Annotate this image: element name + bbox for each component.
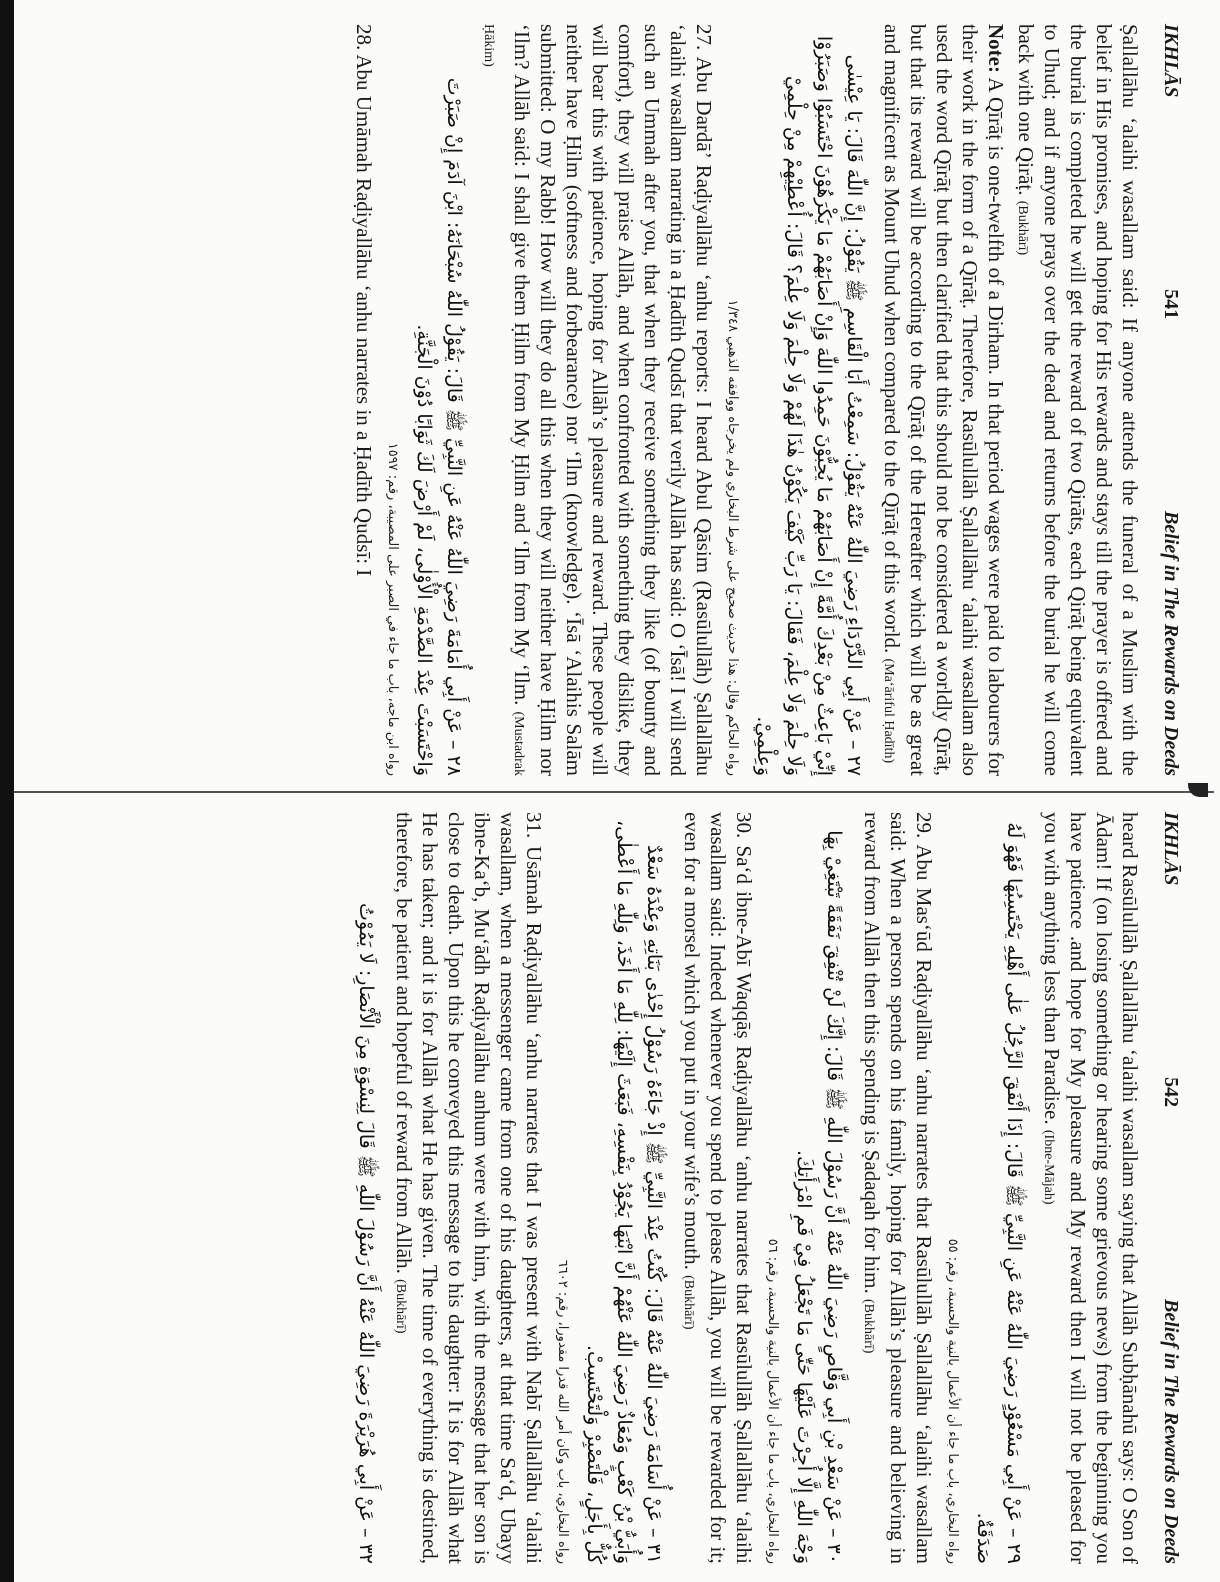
page-number: 542 <box>1160 1077 1182 1108</box>
arabic-hadith-27: ٢٧ – عَنْ أَبِي الدَّرْدَاءِ رَضِيَ اللّٰهُ عَنْهُ يَقُوْلُ: سَمِعْتُ أَبَا الْقَاسِمِ ﷺ يَقُوْلُ: إِنَّ اللّٰهَ قَالَ: يَا عِيْسٰى إِنِّيْ بَاعِثٌ مِنْ بَعْدِكَ أُمَّةً إِنْ أَصَابَهُمْ مَا يُحِبُّوْنَ حَمِدُوا اللّٰهَ وَإِنْ أَصَابَهُمْ مَا يَكْرَهُوْنَ احْتَسَبُوْا وَصَبَرُوْا وَلَا حِلْمَ وَلَا عِلْمَ، فَقَالَ: يَا رَبِّ كَيْفَ يَكُوْنُ هٰذَا لَهُمْ وَلَا حِلْمَ وَلَا عِلْمَ؟ قَالَ: أُعْطِيْهِمْ مِنْ حِلْمِيْ وَعِلْمِيْ. <box>753 35 865 776</box>
note-paragraph: Note: A Qīrāṭ is one-twelfth of a Dirham. In that period wages were paid to labourers for their work in the form of a Qīrāṭ. Therefore, Rasūlullāh Ṣallallāhu ‘alaihi wasallam also used the word Qīrāṭ but then clarified that this should not be considered a worldly Qīrāṭ, but that its reward will be according to the Qīrāṭ of the Hereafter which will be as great and magnificent as Mount Uhud when compared to the Qīrāṭ of this world. (Ma‘āriful Ḥadīth) <box>880 24 1008 776</box>
running-header <box>1159 812 1182 1564</box>
page-541 <box>38 20 1188 780</box>
hadith-29-translation: 29. Abu Mas‘ūd Raḍiyallāhu ‘anhu narrates that Rasūlullāh Ṣallallāhu ‘alaihi wasallam said: When a person spends on his family, hoping for Allāh’s pleasure and believing in reward from Allāh then this spending is Ṣadaqah for him. (Bukhārī) <box>860 812 936 1564</box>
hadith-30-translation: 30. Sa‘d ibne-Abī Waqqāṣ Raḍiyallāhu ‘anhu narrates that Rasūlullāh Ṣallallāhu ‘alaihi wasallam said: Indeed whenever you spend to please Allāh, you will be rewarded for it; even for a morsel which you put in your wife’s mouth. (Bukhārī) <box>680 812 756 1564</box>
arabic-hadith-31: ٣١ – عَنْ أُسَامَةَ رَضِيَ اللّٰهُ عَنْهُ قَالَ: كُنْتُ عِنْدَ النَّبِيِّ ﷺ إِذْ جَاءَهُ رَسُوْلُ إِحْدٰى بَنَاتِهِ وَعِنْدَهُ سَعْدٌ وَأُبَيُّ بْنُ كَعْبٍ وَمُعَاذٌ رَضِيَ اللّٰهُ عَنْهُمْ أَنَّ ابْنَهَا يَجُوْدُ بِنَفْسِهِ، فَبَعَثَ إِلَيْهَا: لِلّٰهِ مَا أَخَذَ، وَلِلّٰهِ مَا أَعْطٰى، كُلٌّ بِأَجَلٍ، فَلْتَصْبِرْ وَلْتَحْتَسِبْ. <box>583 820 665 1564</box>
binding-edge <box>0 0 14 1582</box>
paragraph-continued: heard Rasūlullāh Ṣallallāhu ‘alaihi wasallam saying that Allāh Subḥānahū says: O Son of Ādam! If (on losing something or hearing some grievous news) from the beginning you have patience .and hope for My pleasure and My reward then I will not be pleased for you with anything less than Paradise. (Ibne-Mājah) <box>1040 812 1142 1564</box>
page-number: 541 <box>1160 289 1182 320</box>
arabic-hadith-28: ٢٨ – عَنْ أَبِي أُمَامَةَ رَضِيَ اللّٰهُ عَنْهُ عَنِ النَّبِيِّ ﷺ قَالَ: يَقُوْلُ اللّٰهُ سُبْحَانَهُ: ابْنَ آدَمَ إِنْ صَبَرْتَ وَاحْتَسَبْتَ عِنْدَ الصَّدْمَةِ الْأُوْلٰى، لَمْ أَرْضَ لَكَ ثَوَابًا دُوْنَ الْجَنَّةِ. <box>413 77 465 776</box>
page-542 <box>38 808 1188 1568</box>
arabic-source-29: رواه البخاري، باب ما جاء أن الأعمال بالنية والحسبة، رقم: ٥٥ <box>945 1238 960 1564</box>
hadith-28-translation: 28. Abu Umāmah Raḍiyallāhu ‘anhu narrates in a Ḥadīth Qudsī: I <box>352 24 376 577</box>
header-section: IKHLĀS <box>1160 24 1182 98</box>
arabic-hadith-29: ٢٩ – عَنْ أَبِي مَسْعُوْدٍ رَضِيَ اللّٰهُ عَنْهُ عَنِ النَّبِيِّ ﷺ قَالَ: إِذَا أَنْفَقَ الرَّجُلُ عَلٰى أَهْلِهِ يَحْتَسِبُهَا فَهُوَ لَهُ صَدَقَةٌ. <box>973 822 1025 1564</box>
arabic-source-27: رواه الحاكم وقال: هذا حديث صحيح على شرط البخاري ولم يخرجاه ووافقه الذهبي ١/٣٤٨ <box>725 299 740 776</box>
header-chapter: Belief in The Rewards on Deeds <box>1160 510 1182 776</box>
paragraph-continued: Ṣallallāhu ‘alaihi wasallam said: If anyone attends the funeral of a Muslim with the belief in His promises, and hoping for His rewards and stays till the prayer is offered and the burial is completed he will get the reward of two Qirāts, each Qirāṭ being equivalent to Uhud; and if anyone prays over the dead and returns before the burial he will come back with one Qirāṭ. (Bukhārī) <box>1014 24 1142 776</box>
arabic-hadith-30: ٣٠ – عَنْ سَعْدِ بْنِ أَبِي وَقَّاصٍ رَضِيَ اللّٰهُ عَنْهُ أَنَّ رَسُوْلَ اللّٰهِ ﷺ قَالَ: إِنَّكَ لَنْ تُنْفِقَ نَفَقَةً تَبْتَغِيْ بِهَا وَجْهَ اللّٰهِ إِلَّا أُجِرْتَ عَلَيْهَا حَتّٰى مَا تَجْعَلُ فِيْ فَمِ امْرَأَتِكَ. <box>793 830 845 1564</box>
arabic-source-31: رواه البخاري، باب وكان أمر الله قدرا مقدورا، رقم: ٦٦٠٢ <box>555 1259 570 1564</box>
arabic-hadith-32: ٣٢ – عَنْ أَبِي هُرَيْرَةَ رَضِيَ اللّٰهُ عَنْهُ أَنَّ رَسُوْلَ اللّٰهِ ﷺ قَالَ لِنِسْوَةٍ مِنَ الْأَنْصَارِ: لَا يَمُوْتُ <box>355 902 377 1564</box>
arabic-source-28: رواه ابن ماجه، باب ما جاء في الصبر على المصيبة، رقم: ١٥٩٧ <box>385 442 400 776</box>
hadith-27-translation: 27. Abu Dardā’ Raḍiyallāhu ‘anhu reports: I heard Abul Qāsim (Rasūlullāh) Ṣallallāhu ‘alaihi wasallam narrating in a Ḥadīth Qudsī that verily Allāh has said: O ‘Īsā! I will send such an Ummah after you, that when they receive something they like (of bounty and comfort), they will praise Allāh, and when confronted with something they dislike, they will bear this with patience, hoping for Allāh’s pleasure and reward. These people will neither have Ḥilm (softness and forbearance) nor ‘Ilm (knowledge). ‘Īsā ‘Alaihis Salām submitted: O my Rabb! How will they do all this when they will neither have Ḥilm nor ‘Ilm? Allāh said: I shall give them Ḥilm from My Ḥilm and ‘Ilm from My ‘Ilm. (Mustadrak Ḥākim) <box>481 24 716 777</box>
arabic-source-30: رواه البخاري، باب ما جاء أن الأعمال بالنية والحسبة، رقم: ٥٦ <box>765 1238 780 1564</box>
hadith-31-translation: 31. Usāmah Raḍiyallāhu ‘anhu narrates that I was present with Nabī Ṣallallāhu ‘alaihi wasallam, when a messenger came from one of his daughters, at that time Sa‘d, Ubayy ibne-Ka‘b, Mu‘ādh Raḍiyallāhu anhum were with him, with the message that her son is close to death. Upon this he conveyed this message to his daughter: It is for Allāh what He has taken; and it is for Allāh what He has given. The time of everything is destined, therefore, be patient and hopeful of reward from Allāh. (Bukhārī) <box>392 812 546 1564</box>
page-fold-line <box>14 791 1214 793</box>
header-section: IKHLĀS <box>1160 812 1182 886</box>
header-chapter: Belief in The Rewards on Deeds <box>1160 1298 1182 1564</box>
running-header <box>1159 24 1182 776</box>
